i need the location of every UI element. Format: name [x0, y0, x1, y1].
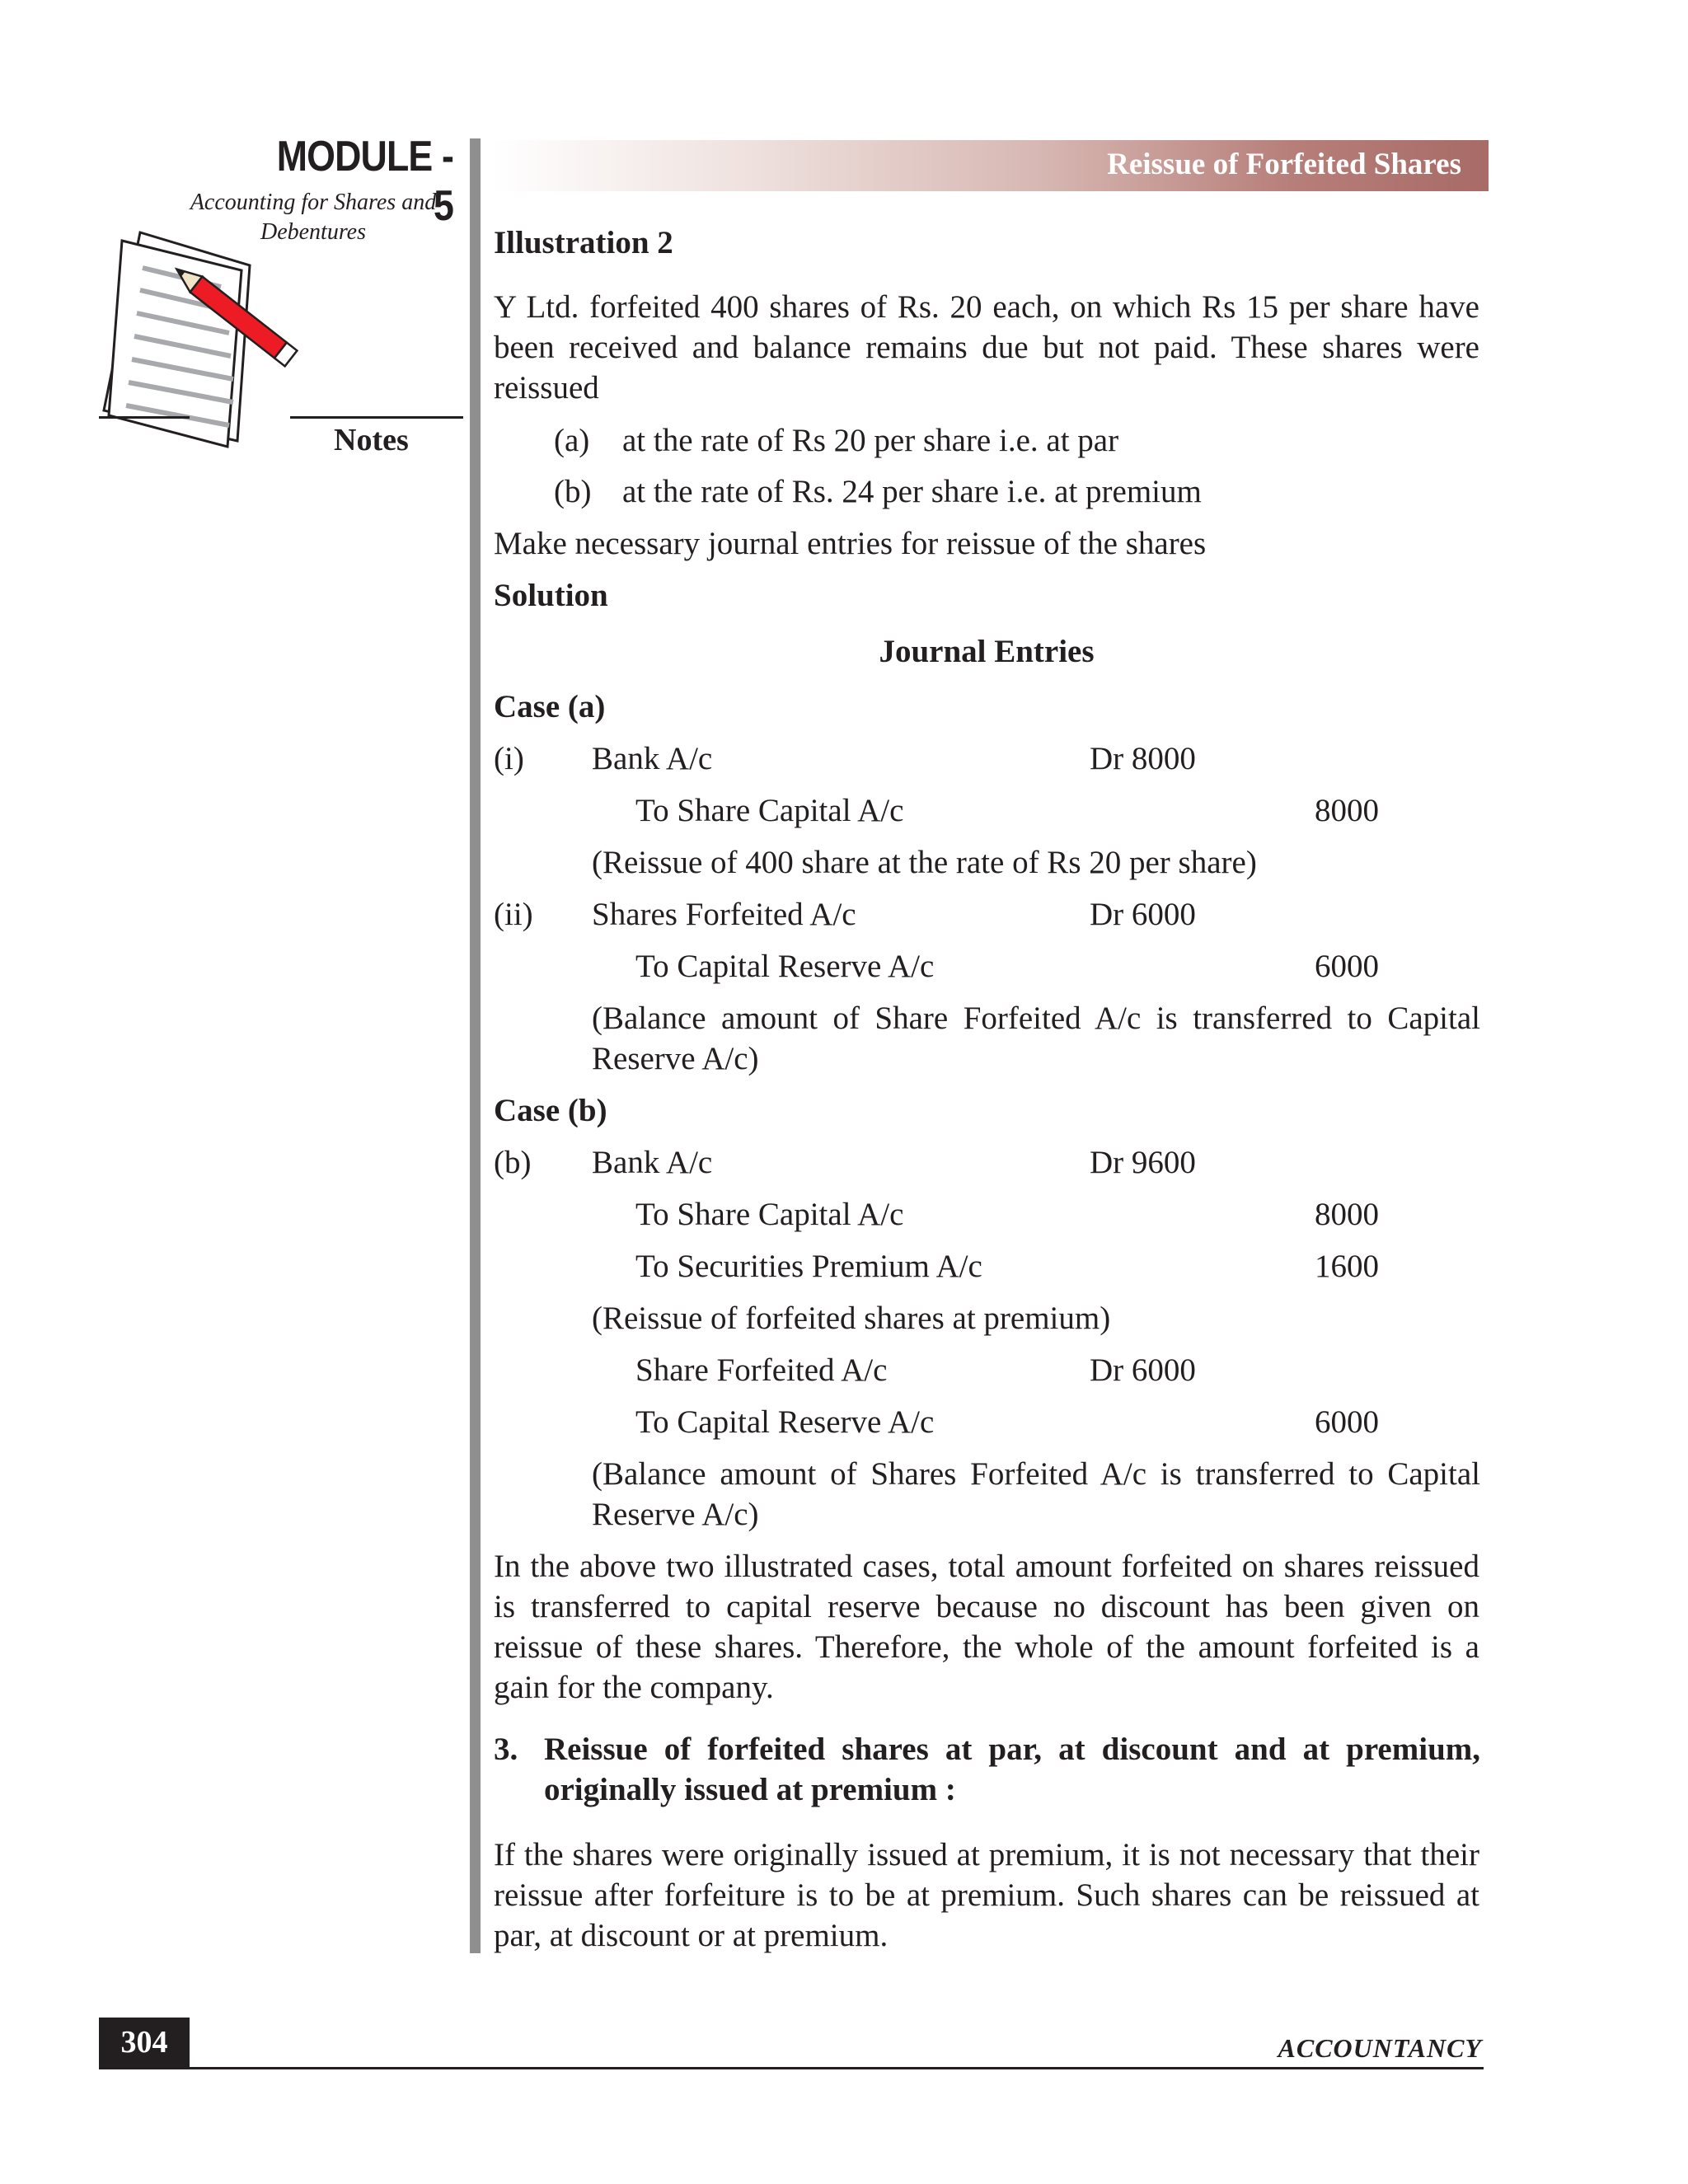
journal-title: Journal Entries [879, 634, 1095, 669]
case-a-entry2-dr: Dr 6000 [1090, 897, 1196, 932]
case-a-entry1-dr: Dr 8000 [1090, 741, 1196, 776]
case-b-entry1-cr2: 1600 [1315, 1249, 1379, 1284]
conclusion-paragraph: In the above two illustrated cases, total amount forfeited on shares reissued is transferred to capital reserve because no discount has been given on reissue of these shares. Therefore, the whole of the amount forfeited is a gain for the company. [494, 1549, 1479, 1705]
section3-title: Reissue of forfeited shares at par, at discount and at premium, originally issued at premium : [544, 1732, 1480, 1807]
case-a-entry2-narration-line2: Reserve A/c) [592, 1041, 759, 1076]
case-b-entry1-credit1: To Share Capital A/c [635, 1197, 904, 1232]
case-a-entry2-label: (ii) [494, 897, 533, 932]
page-number: 304 [120, 2025, 168, 2060]
case-b-entry2-debit: Share Forfeited A/c [635, 1352, 888, 1388]
case-a-entry1-cr: 8000 [1315, 793, 1379, 828]
case-b-entry1-debit: Bank A/c [592, 1145, 713, 1180]
option-b-label: (b) [554, 474, 592, 509]
case-b-entry1-cr1: 8000 [1315, 1197, 1379, 1232]
case-b-entry2-credit: To Capital Reserve A/c [635, 1404, 935, 1440]
option-a-text: at the rate of Rs 20 per share i.e. at par [622, 423, 1119, 458]
option-b-text: at the rate of Rs. 24 per share i.e. at premium [622, 474, 1202, 509]
section3-body: If the shares were originally issued at premium, it is not necessary that their reissue after forfeiture is to be at premium. Such shares can be reissued at par, at discount or at premium. [494, 1837, 1479, 1953]
case-a-entry1-debit: Bank A/c [592, 741, 713, 776]
case-b-entry2-dr: Dr 6000 [1090, 1352, 1196, 1388]
module-subtitle-line1: Accounting for Shares and [190, 190, 437, 215]
section-header-title: Reissue of Forfeited Shares [1107, 148, 1461, 181]
footer-rule [99, 2067, 1484, 2069]
option-a-label: (a) [554, 423, 590, 458]
illustration-heading: Illustration 2 [494, 225, 673, 260]
notepad-pencil-icon [97, 223, 320, 462]
margin-divider [470, 138, 481, 1953]
case-a-entry1-narration: (Reissue of 400 share at the rate of Rs 20 per share) [592, 845, 1257, 880]
notes-rule-left [99, 416, 190, 419]
case-b-entry1-narration: (Reissue of forfeited shares at premium) [592, 1301, 1111, 1336]
instruction: Make necessary journal entries for reissue of the shares [494, 526, 1207, 561]
case-b-entry2-narration-line2: Reserve A/c) [592, 1497, 759, 1532]
case-a-entry1-label: (i) [494, 741, 524, 776]
case-b-entry2-narration-line1: (Balance amount of Shares Forfeited A/c is transferred to Capital [592, 1456, 1480, 1492]
case-a-entry1-credit: To Share Capital A/c [635, 793, 904, 828]
module-title: MODULE - 5 [276, 133, 453, 230]
notes-label: Notes [334, 423, 409, 457]
notes-rule-right [290, 416, 463, 419]
case-a-entry2-debit: Shares Forfeited A/c [592, 897, 856, 932]
case-b-heading: Case (b) [494, 1093, 607, 1128]
solution-heading: Solution [494, 578, 608, 613]
case-a-entry2-credit: To Capital Reserve A/c [635, 949, 935, 984]
case-b-entry1-label: (b) [494, 1145, 532, 1180]
case-b-entry1-credit2: To Securities Premium A/c [635, 1249, 982, 1284]
illustration-question: Y Ltd. forfeited 400 shares of Rs. 20 each, on which Rs 15 per share have been received and balance remains due but not paid. These shares were reissued [494, 289, 1479, 405]
case-b-entry1-dr: Dr 9600 [1090, 1145, 1196, 1180]
case-a-heading: Case (a) [494, 689, 606, 724]
case-a-entry2-narration-line1: (Balance amount of Share Forfeited A/c is transferred to Capital [592, 1001, 1480, 1036]
case-a-entry2-cr: 6000 [1315, 949, 1379, 984]
footer-subject: ACCOUNTANCY [1278, 2033, 1482, 2063]
module-subtitle-line2: Debentures [260, 219, 367, 245]
section3-number: 3. [494, 1732, 518, 1767]
case-b-entry2-cr: 6000 [1315, 1404, 1379, 1440]
